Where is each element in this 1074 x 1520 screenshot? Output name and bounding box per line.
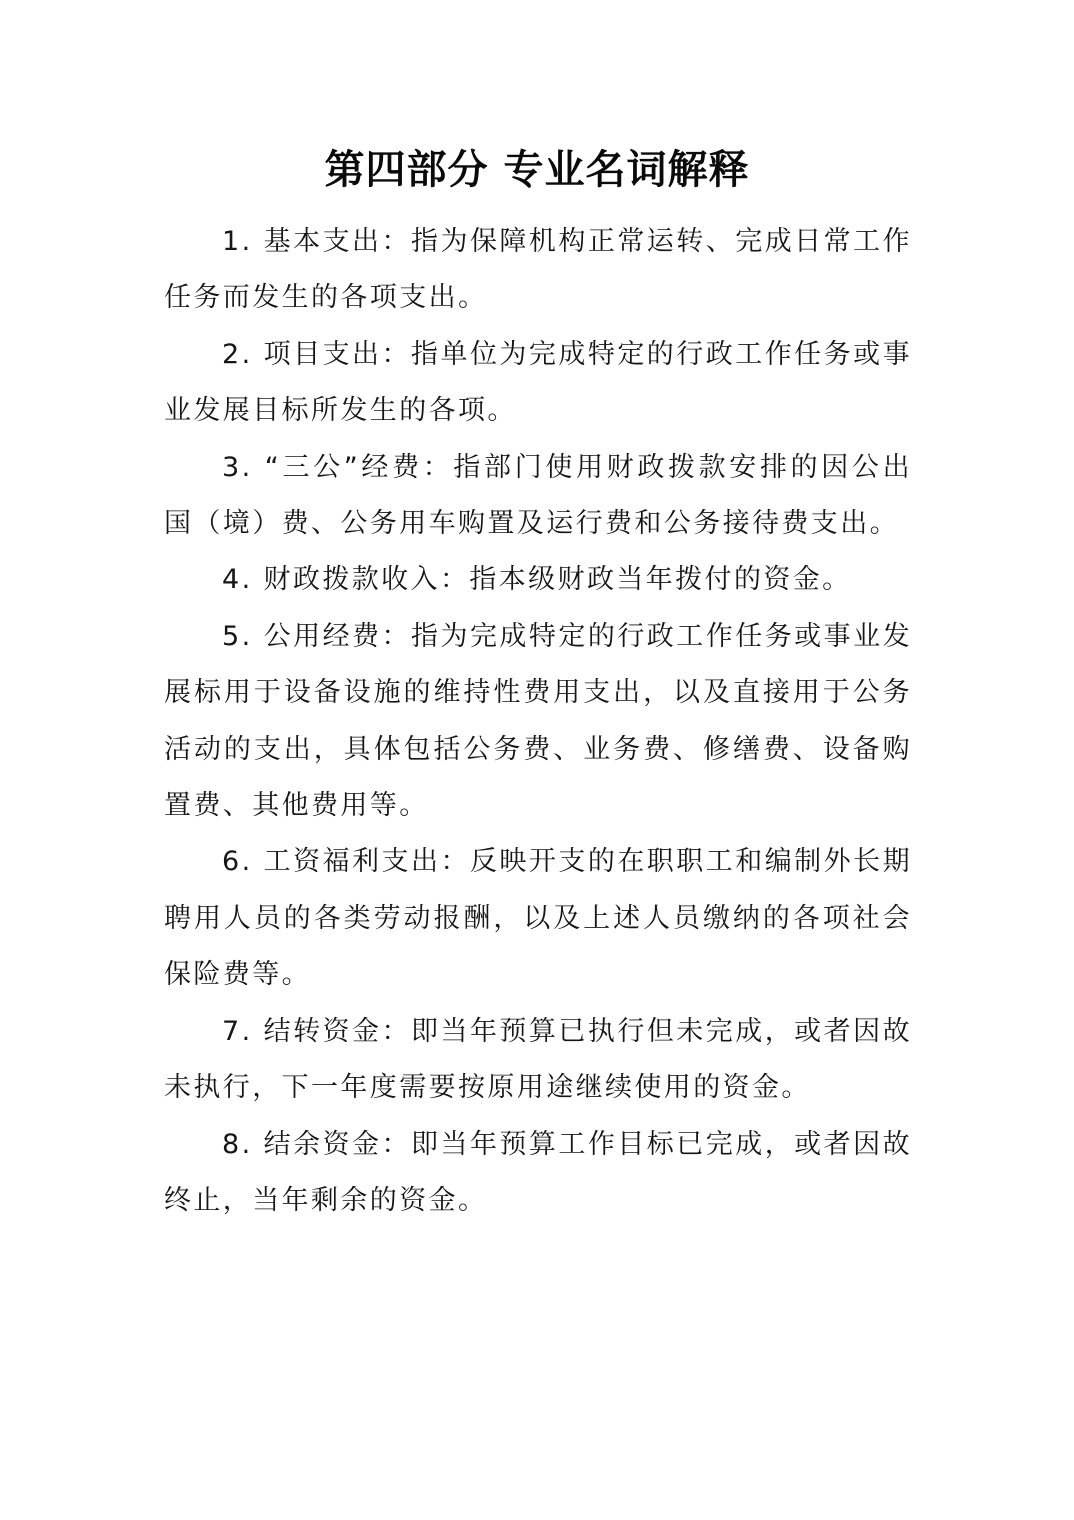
definition-project-expenditure: 2. 项目支出：指单位为完成特定的行政工作任务或事业发展目标所发生的各项。 <box>164 338 912 427</box>
definition-surplus-funds: 8. 结余资金：即当年预算工作目标已完成，或者因故终止，当年剩余的资金。 <box>164 1128 912 1216</box>
definitions-list <box>164 214 912 1229</box>
definition-carryover-funds: 7. 结转资金：即当年预算已执行但未完成，或者因故未执行，下一年度需要按原用途继续使用的资金。 <box>164 1015 912 1104</box>
page-title: 第四部分 专业名词解释 <box>324 146 750 193</box>
definition-public-expenses: 5. 公用经费：指为完成特定的行政工作任务或事业发展标用于设备设施的维持性费用支出，以及直接用于公务活动的支出，具体包括公务费、业务费、修缮费、设备购置费、其他费用等。 <box>164 620 912 822</box>
definition-basic-expenditure: 1. 基本支出：指为保障机构正常运转、完成日常工作任务而发生的各项支出。 <box>164 226 912 314</box>
definition-three-public-funds: 3. “三公”经费：指部门使用财政拨款安排的因公出国（境）费、公务用车购置及运行费和公务接待费支出。 <box>164 451 912 540</box>
definition-fiscal-appropriation-income: 4. 财政拨款收入：指本级财政当年拨付的资金。 <box>222 564 852 596</box>
definition-wage-welfare-expenditure: 6. 工资福利支出：反映开支的在职职工和编制外长期聘用人员的各类劳动报酬，以及上述人员缴纳的各项社会保险费等。 <box>164 846 912 991</box>
